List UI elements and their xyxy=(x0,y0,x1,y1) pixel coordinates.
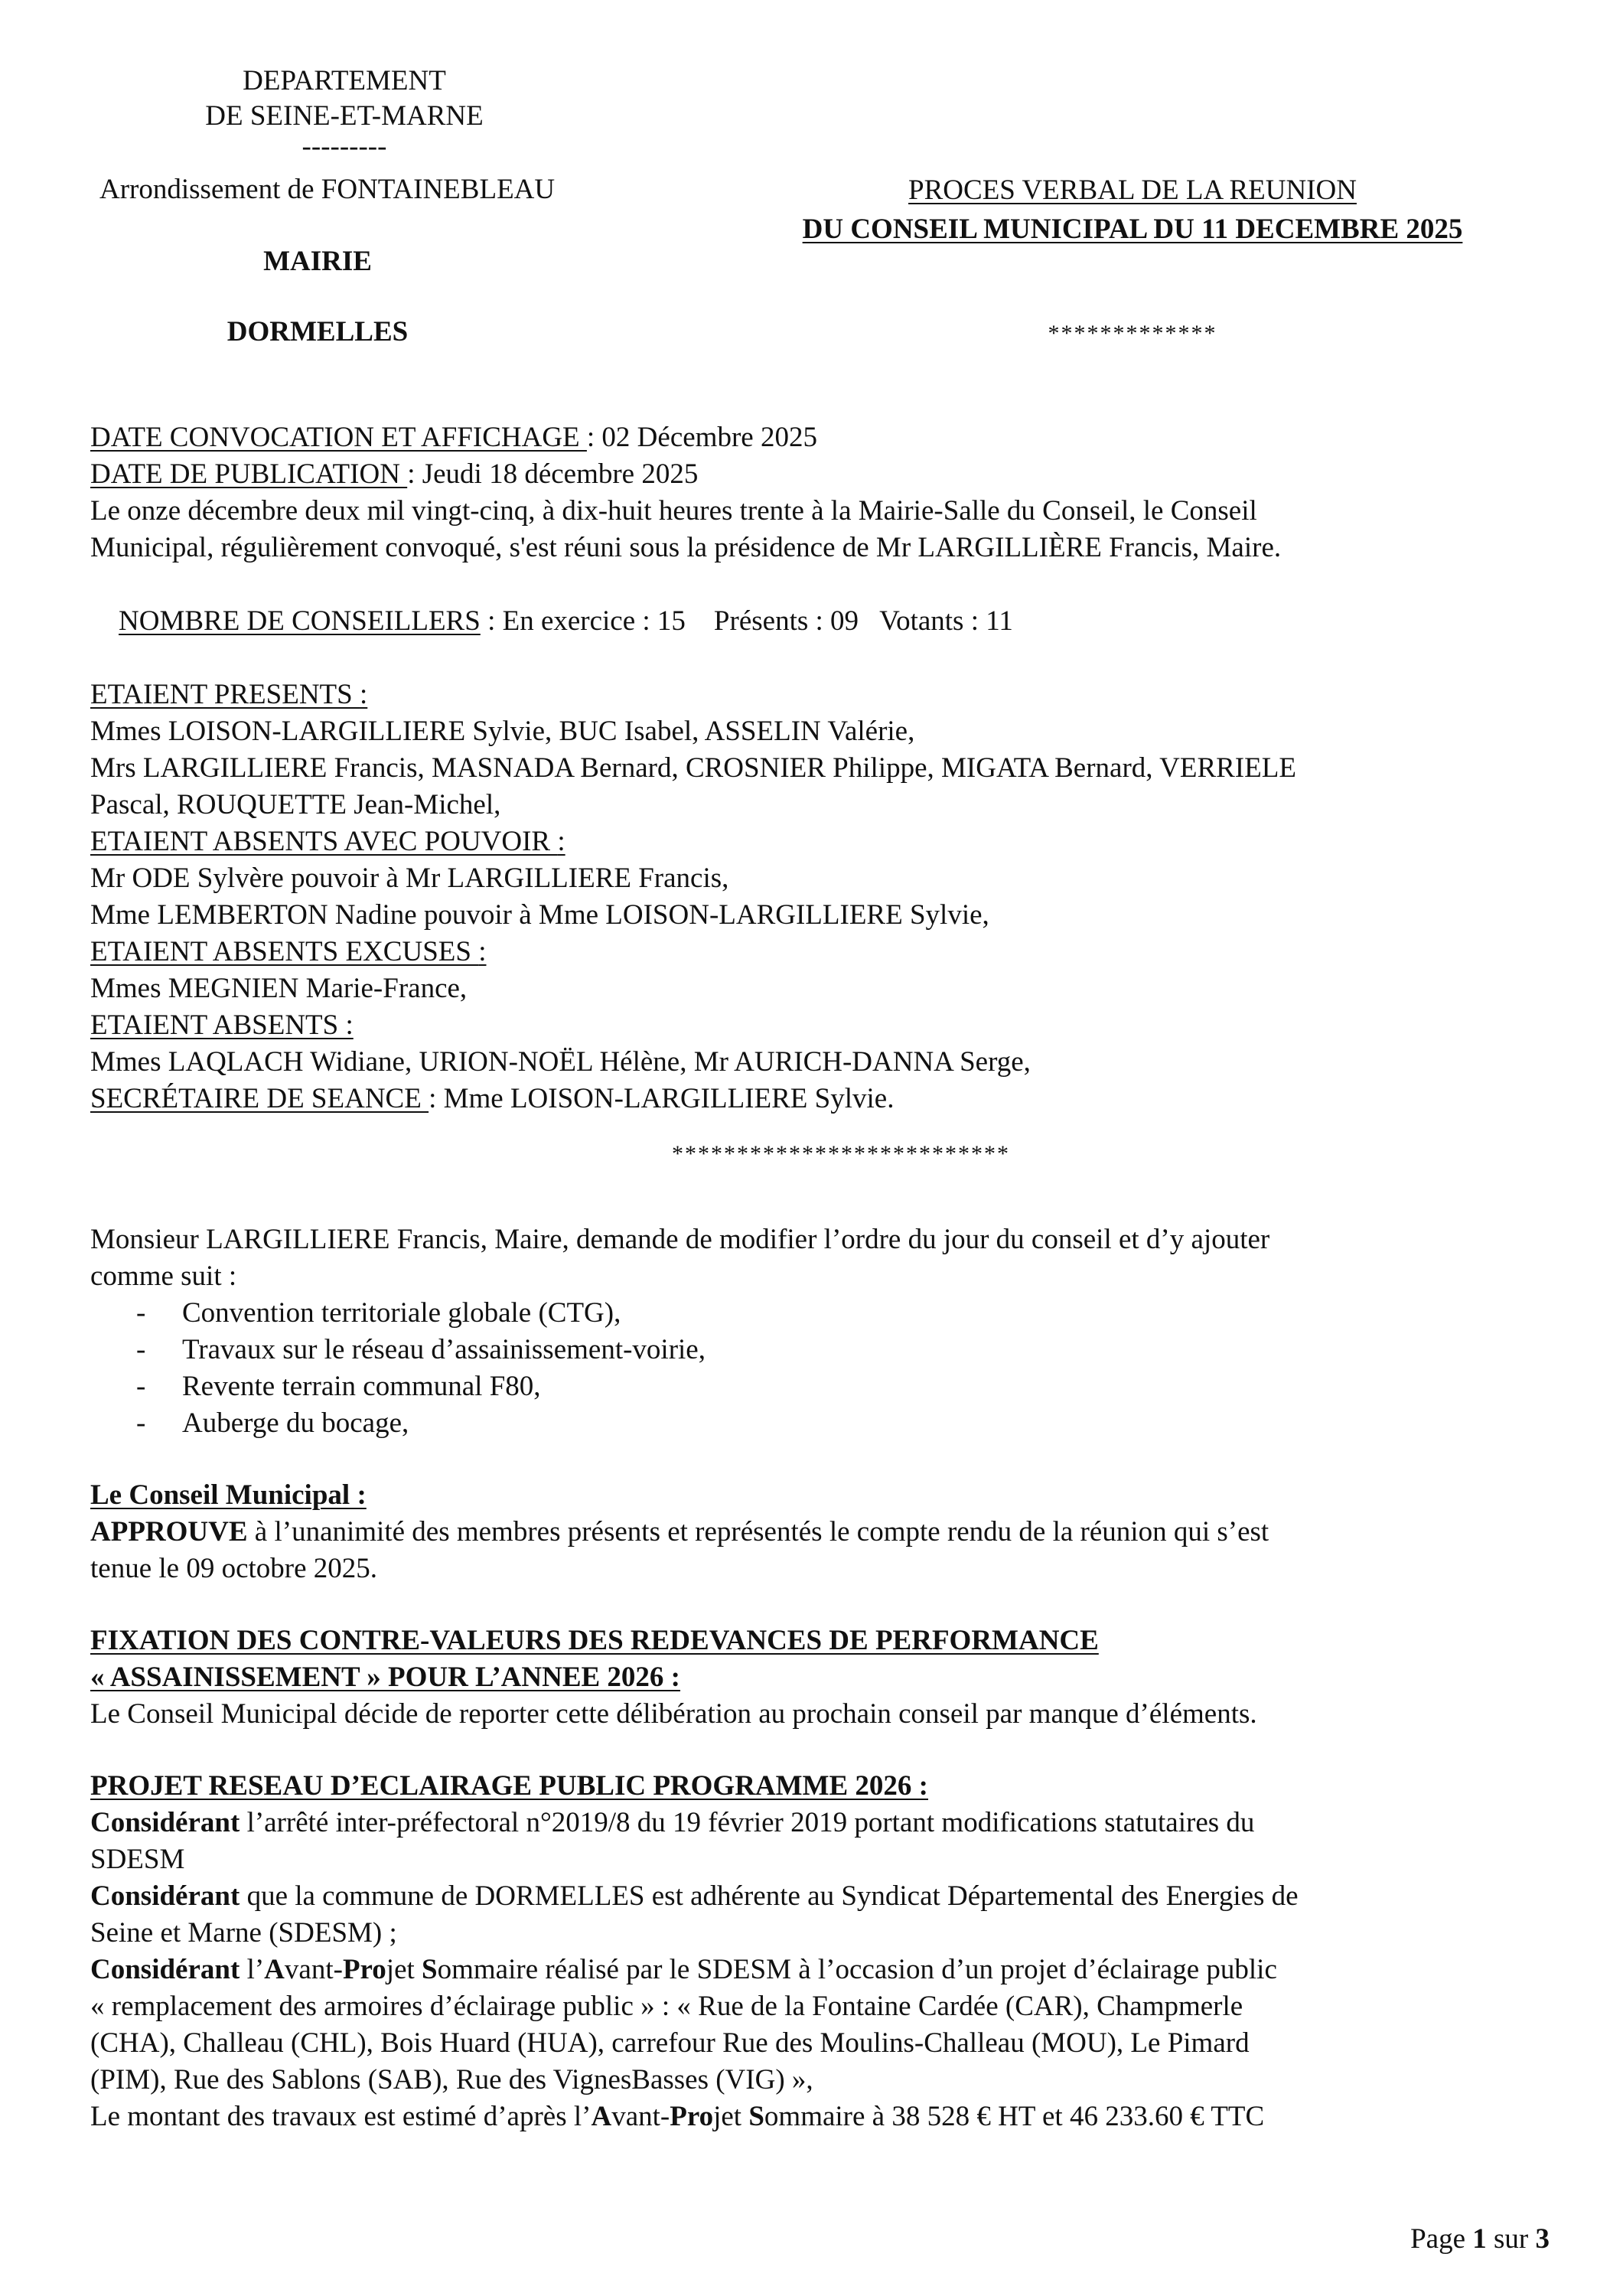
ordre-item: - Convention territoriale globale (CTG), xyxy=(136,1297,621,1329)
considerant-line: Seine et Marne (SDESM) ; xyxy=(90,1917,397,1949)
pouvoir-heading xyxy=(90,823,1552,860)
montant-line: Le montant des travaux est estimé d’après l’Avant-Projet Sommaire à 38 528 € HT et 46 233.60 € TTC xyxy=(90,2101,1265,2132)
absents-heading xyxy=(90,1007,1552,1044)
approbation-line: APPROUVE à l’unanimité des membres présents et représentés le compte rendu de la réunion qui s’est xyxy=(90,1516,1269,1548)
excuses-line: Mmes MEGNIEN Marie-France, xyxy=(90,973,468,1004)
page-number: Page 1 sur 3 xyxy=(1410,2223,1550,2255)
fixation-heading: « ASSAINISSEMENT » POUR L’ANNEE 2026 : xyxy=(90,1662,681,1693)
intro-line: Municipal, régulièrement convoqué, s'est réuni sous la présidence de Mr LARGILLIÈRE Francis, Maire. xyxy=(90,532,1282,563)
ordre-item: - Auberge du bocage, xyxy=(136,1407,409,1439)
presents-line: Mmes LOISON-LARGILLIERE Sylvie, BUC Isabel, ASSELIN Valérie, xyxy=(90,716,915,747)
considerant-line: Considérant que la commune de DORMELLES est adhérente au Syndicat Départemental des Energies de xyxy=(90,1880,1299,1912)
header-separator: --------- xyxy=(301,131,387,162)
ordre-item: - Travaux sur le réseau d’assainissement-voirie, xyxy=(136,1334,706,1365)
convocation-line xyxy=(90,419,1552,456)
secretaire-label: SECRÉTAIRE DE SEANCE xyxy=(90,1083,429,1114)
publication-value: : Jeudi 18 décembre 2025 xyxy=(407,458,699,490)
secretaire-value: : Mme LOISON-LARGILLIERE Sylvie. xyxy=(429,1083,895,1114)
document-title-line1: PROCES VERBAL DE LA REUNION xyxy=(908,174,1357,206)
conseillers-value: : En exercice : 15 Présents : 09 Votants : 11 xyxy=(480,605,1013,637)
presents-line: Pascal, ROUQUETTE Jean-Michel, xyxy=(90,789,501,820)
fixation-text: Le Conseil Municipal décide de reporter cette délibération au prochain conseil par manque d’éléments. xyxy=(90,1698,1257,1730)
eclairage-heading: PROJET RESEAU D’ECLAIRAGE PUBLIC PROGRAMME 2026 : xyxy=(90,1770,928,1802)
considerant-line: (CHA), Challeau (CHL), Bois Huard (HUA), carrefour Rue des Moulins-Challeau (MOU), Le Pimard xyxy=(90,2027,1250,2059)
convocation-value: : 02 Décembre 2025 xyxy=(586,422,817,453)
presents-line: Mrs LARGILLIERE Francis, MASNADA Bernard, CROSNIER Philippe, MIGATA Bernard, VERRIELE xyxy=(90,752,1296,784)
excuses-label: ETAIENT ABSENTS EXCUSES : xyxy=(90,936,487,967)
document-title-line2: DU CONSEIL MUNICIPAL DU 11 DECEMBRE 2025 xyxy=(802,214,1463,245)
commune-name: DORMELLES xyxy=(227,316,409,347)
ordre-item: - Revente terrain communal F80, xyxy=(136,1371,541,1402)
considerant-line: Considérant l’Avant-Projet Sommaire réalisé par le SDESM à l’occasion d’un projet d’éclairage public xyxy=(90,1954,1277,1985)
excuses-heading xyxy=(90,934,1552,970)
considerant-line: Considérant l’arrêté inter-préfectoral n°2019/8 du 19 février 2019 portant modifications statutaires du xyxy=(90,1807,1255,1838)
intro-line: Le onze décembre deux mil vingt-cinq, à dix-huit heures trente à la Mairie-Salle du Conseil, le Conseil xyxy=(90,495,1257,527)
presents-heading xyxy=(90,677,1552,713)
arrondissement: Arrondissement de FONTAINEBLEAU xyxy=(99,174,556,205)
absents-line: Mmes LAQLACH Widiane, URION-NOËL Hélène, Mr AURICH-DANNA Serge, xyxy=(90,1046,1031,1078)
department-label: DEPARTEMENT xyxy=(243,65,446,96)
conseillers-label: NOMBRE DE CONSEILLERS xyxy=(119,605,481,637)
absents-label: ETAIENT ABSENTS : xyxy=(90,1009,354,1041)
convocation-label: DATE CONVOCATION ET AFFICHAGE xyxy=(90,422,587,453)
pouvoir-line: Mr ODE Sylvère pouvoir à Mr LARGILLIERE Francis, xyxy=(90,863,729,894)
secretaire-line xyxy=(90,1081,1552,1117)
pouvoir-label: ETAIENT ABSENTS AVEC POUVOIR : xyxy=(90,826,565,857)
pouvoir-line: Mme LEMBERTON Nadine pouvoir à Mme LOISON-LARGILLIERE Sylvie, xyxy=(90,899,989,931)
section-stars: ************************** xyxy=(672,1141,1010,1166)
conseillers-line xyxy=(90,566,1552,677)
publication-line xyxy=(90,456,1552,493)
body-content xyxy=(90,419,1552,2135)
ordre-line: comme suit : xyxy=(90,1261,237,1292)
header-stars: ************* xyxy=(1048,321,1217,346)
considerant-line: (PIM), Rue des Sablons (SAB), Rue des VignesBasses (VIG) », xyxy=(90,2064,813,2095)
publication-label: DATE DE PUBLICATION xyxy=(90,458,408,490)
approbation-heading: Le Conseil Municipal : xyxy=(90,1479,367,1511)
considerant-line: « remplacement des armoires d’éclairage public » : « Rue de la Fontaine Cardée (CAR), Champmerle xyxy=(90,1991,1243,2022)
fixation-heading: FIXATION DES CONTRE-VALEURS DES REDEVANCES DE PERFORMANCE xyxy=(90,1625,1099,1656)
department-name: DE SEINE-ET-MARNE xyxy=(205,100,484,132)
ordre-line: Monsieur LARGILLIERE Francis, Maire, demande de modifier l’ordre du jour du conseil et d’y ajouter xyxy=(90,1224,1270,1255)
presents-label: ETAIENT PRESENTS : xyxy=(90,679,368,710)
considerant-line: SDESM xyxy=(90,1844,185,1875)
mairie-label: MAIRIE xyxy=(263,246,372,277)
approbation-line: tenue le 09 octobre 2025. xyxy=(90,1553,378,1584)
